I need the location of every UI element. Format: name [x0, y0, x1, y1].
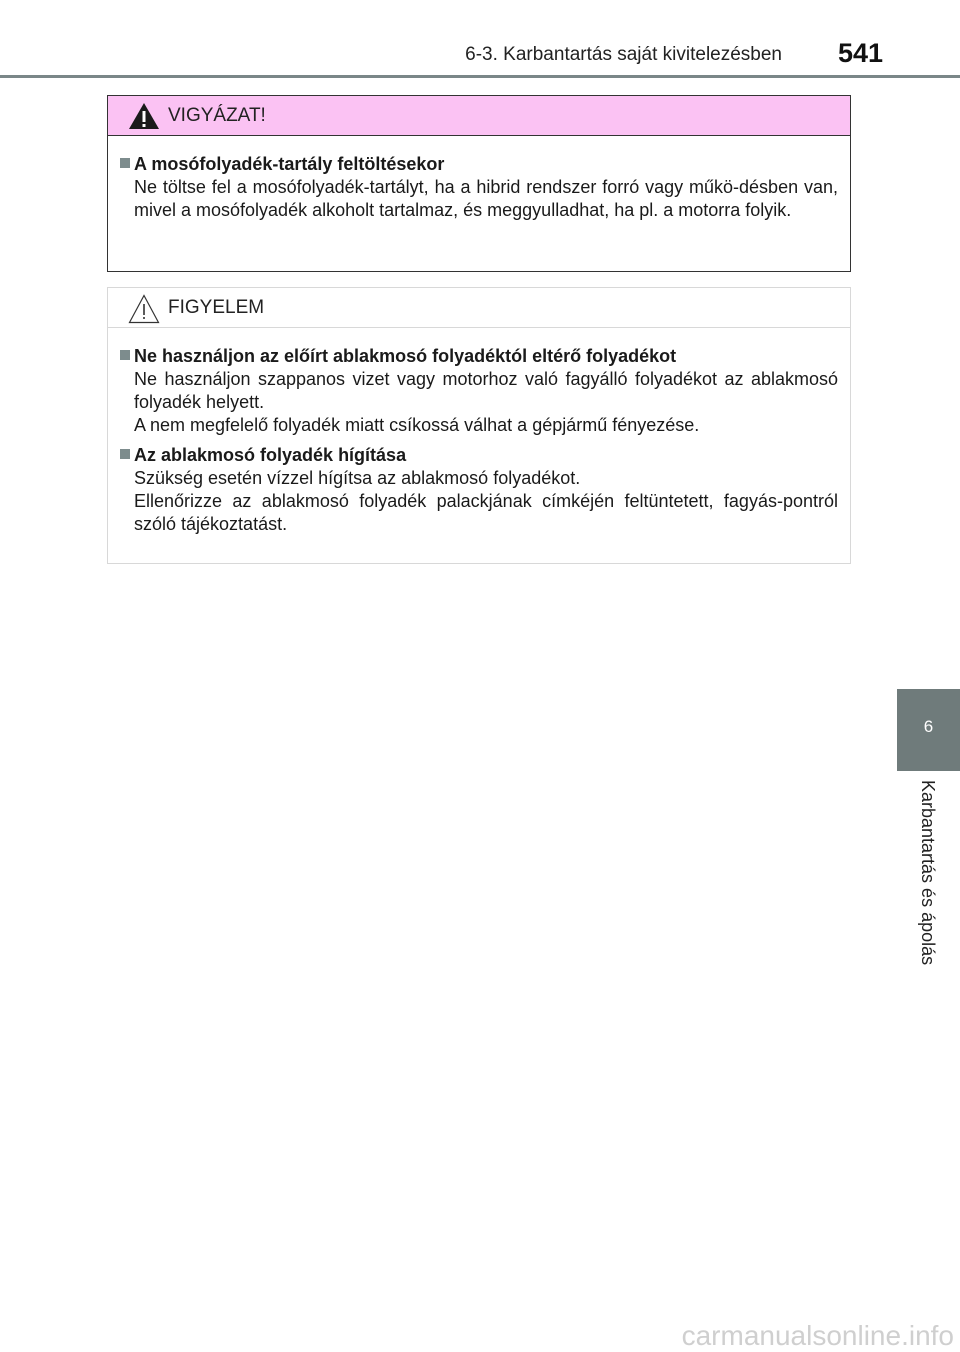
warning-label: VIGYÁZAT!: [168, 105, 266, 126]
warning-triangle-icon: [128, 102, 160, 130]
warning-item: [120, 152, 838, 222]
caution-item-text: Ellenőrizze az ablakmosó folyadék palackjának címkéjén feltüntetett, fagyás-pontról szóló tájékoztatást.: [134, 491, 838, 534]
caution-item: [120, 443, 838, 536]
square-bullet-icon: [120, 158, 130, 168]
chapter-number: 6: [923, 717, 934, 736]
chapter-tab: [897, 689, 960, 771]
chapter-side-label: [916, 780, 940, 1000]
caution-item-title: Az ablakmosó folyadék hígítása: [134, 445, 407, 465]
header-divider: [0, 75, 960, 78]
caution-box-body: [108, 328, 850, 536]
caution-item: [120, 344, 838, 437]
page-number: 541: [838, 38, 884, 68]
chapter-title: Karbantartás és ápolás: [918, 780, 938, 966]
warning-box-body: [108, 136, 850, 222]
square-bullet-icon: [120, 449, 130, 459]
section-title: 6-3. Karbantartás saját kivitelezésben: [465, 44, 782, 65]
watermark: carmanualsonline.info: [681, 1320, 954, 1351]
square-bullet-icon: [120, 350, 130, 360]
caution-triangle-icon: [128, 294, 160, 324]
caution-label: FIGYELEM: [168, 297, 265, 318]
caution-item-title: Ne használjon az előírt ablakmosó folyadéktól eltérő folyadékot: [134, 346, 677, 366]
caution-box-header: [108, 288, 850, 328]
warning-box: [107, 95, 851, 272]
warning-item-text: Ne töltse fel a mosófolyadék-tartályt, ha a hibrid rendszer forró vagy műkö-désben van, mivel a mosófolyadék alkoholt tartalmaz, és meggyulladhat, ha pl. a motorra folyik.: [134, 177, 838, 220]
caution-item-text: Ne használjon szappanos vizet vagy motorhoz való fagyálló folyadékot az ablakmosó folyadék helyett.: [134, 369, 838, 412]
caution-item-text: A nem megfelelő folyadék miatt csíkossá válhat a gépjármű fényezése.: [134, 415, 700, 435]
warning-box-header: [108, 96, 850, 136]
caution-box: [107, 287, 851, 564]
caution-item-text: Szükség esetén vízzel hígítsa az ablakmosó folyadékot.: [134, 468, 581, 488]
warning-item-title: A mosófolyadék-tartály feltöltésekor: [134, 154, 445, 174]
